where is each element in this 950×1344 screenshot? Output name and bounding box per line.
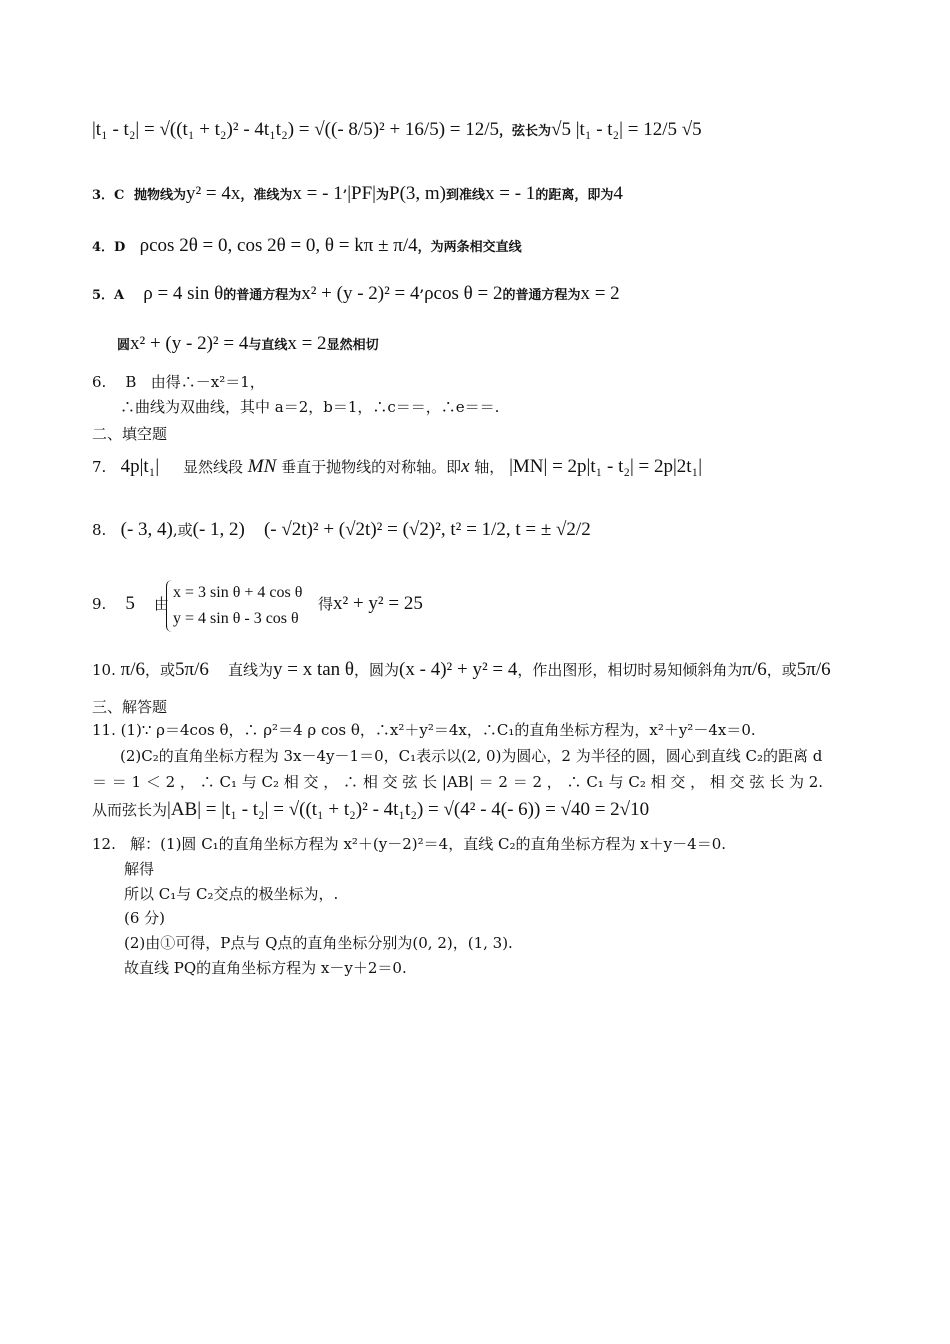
- answer-9-number: 9.: [92, 595, 107, 613]
- answer-10-number: 10.: [92, 661, 116, 679]
- chord-length-result: √5 |t₁ - t₂| = 12/5 √5: [551, 119, 702, 140]
- answer-8-number: 8.: [92, 521, 107, 539]
- answer-11-part-2-continued: ＝ ＝ 1 ＜ 2 ， ∴ C₁ 与 C₂ 相 交 ， ∴ 相 交 弦 长 |AB| ＝ 2 ＝ 2 ， ∴ C₁ 与 C₂ 相 交 ， 相 交 弦 长 为 2.: [92, 773, 824, 791]
- answer-6-number: 6.: [92, 373, 107, 391]
- answer-9-result: 得x² + y² = 25: [318, 593, 423, 614]
- answer-12-number: 12.: [92, 835, 116, 853]
- chord-length-label: ，弦长为: [499, 124, 552, 139]
- answer-7-number: 7.: [92, 458, 107, 476]
- chord-length-line: [92, 120, 702, 142]
- answer-3-number: 3．C: [92, 188, 125, 203]
- answer-11-chord: 从而弦长为|AB| = |t₁ - t₂| = √((t₁ + t₂)² - 4t₁t₂) = √(4² - 4(- 6)) = √40 = 2√10: [92, 799, 650, 820]
- answer-5-continued: 圆x² + (y - 2)² = 4与直线x = 2显然相切: [117, 333, 379, 354]
- answer-12-part-2: (2)由①可得，P点与 Q点的直角坐标分别为(0, 2)，(1, 3).: [124, 934, 513, 952]
- answer-4: 4．D ρcos 2θ = 0, cos 2θ = 0, θ = kπ ± π/4，为两条相交直线: [92, 235, 522, 256]
- answer-11-part-2: (2)C₂的直角坐标方程为 3x－4y－1＝0，C₁表示以(2, 0)为圆心，2 为半径的圆，圆心到直线 C₂的距离 d: [120, 747, 823, 765]
- answer-12-part-1: 12. 解：(1)圆 C₁的直角坐标方程为 x²＋(y－2)²＝4，直线 C₂的直角坐标方程为 x＋y－4＝0.: [92, 835, 727, 853]
- answer-12-solve: 解得: [124, 860, 155, 878]
- answer-10: 10. π/6，或5π/6 直线为y = x tan θ，圆为(x - 4)² + y² = 4，作出图形，相切时易知倾斜角为π/6，或5π/6: [92, 659, 831, 680]
- section-heading-fill-in: 二、填空题: [92, 425, 168, 443]
- answer-9: 9. 5 由: [92, 593, 169, 614]
- answer-5-number: 5．A: [92, 288, 125, 303]
- answer-11-part-1: 11. (1)∵ ρ＝4cos θ，∴ ρ²＝4 ρ cos θ，∴x²＋y²＝4x，∴C₁的直角坐标方程为，x²＋y²－4x＝0.: [92, 721, 756, 739]
- answer-12-intersection: 所以 C₁与 C₂交点的极坐标为，.: [124, 885, 339, 903]
- section-heading-solutions: 三、解答题: [92, 698, 168, 716]
- answer-12-score: (6 分): [124, 909, 166, 927]
- chord-length-formula: |t₁ - t₂| = √((t₁ + t₂)² - 4t₁t₂) = √((- 8/5)² + 16/5) = 12/5: [92, 119, 500, 140]
- answer-12-line-pq: 故直线 PQ的直角坐标方程为 x－y＋2＝0.: [124, 959, 407, 977]
- answer-9-equation-x: x = 3 sin θ + 4 cos θ: [173, 584, 303, 601]
- answer-9-system: [166, 580, 302, 632]
- answer-6-continued: ∴曲线为双曲线，其中 a＝2，b＝1，∴c＝＝，∴e＝＝.: [120, 398, 500, 416]
- answer-4-number: 4．D: [92, 240, 126, 255]
- answer-8: 8. (- 3, 4),或(- 1, 2) (- √2t)² + (√2t)² = (√2)², t² = 1/2, t = ± √2/2: [92, 519, 591, 540]
- answer-6-choice: B: [125, 373, 137, 391]
- answer-3: 3．C 抛物线为y² = 4x，准线为x = - 1’|PF|为P(3, m)到准线x = - 1的距离，即为4: [92, 183, 623, 204]
- answer-9-equation-y: y = 4 sin θ - 3 cos θ: [173, 610, 299, 627]
- answer-6: 6. B 由得∴－x²＝1，: [92, 373, 265, 391]
- answer-7: 7. 4p|t₁| 显然线段 MN 垂直于抛物线的对称轴。即x 轴， |MN| = 2p|t₁ - t₂| = 2p|2t₁|: [92, 456, 702, 477]
- answer-5: 5．A ρ = 4 sin θ的普通方程为x² + (y - 2)² = 4’ρcos θ = 2的普通方程为x = 2: [92, 283, 620, 304]
